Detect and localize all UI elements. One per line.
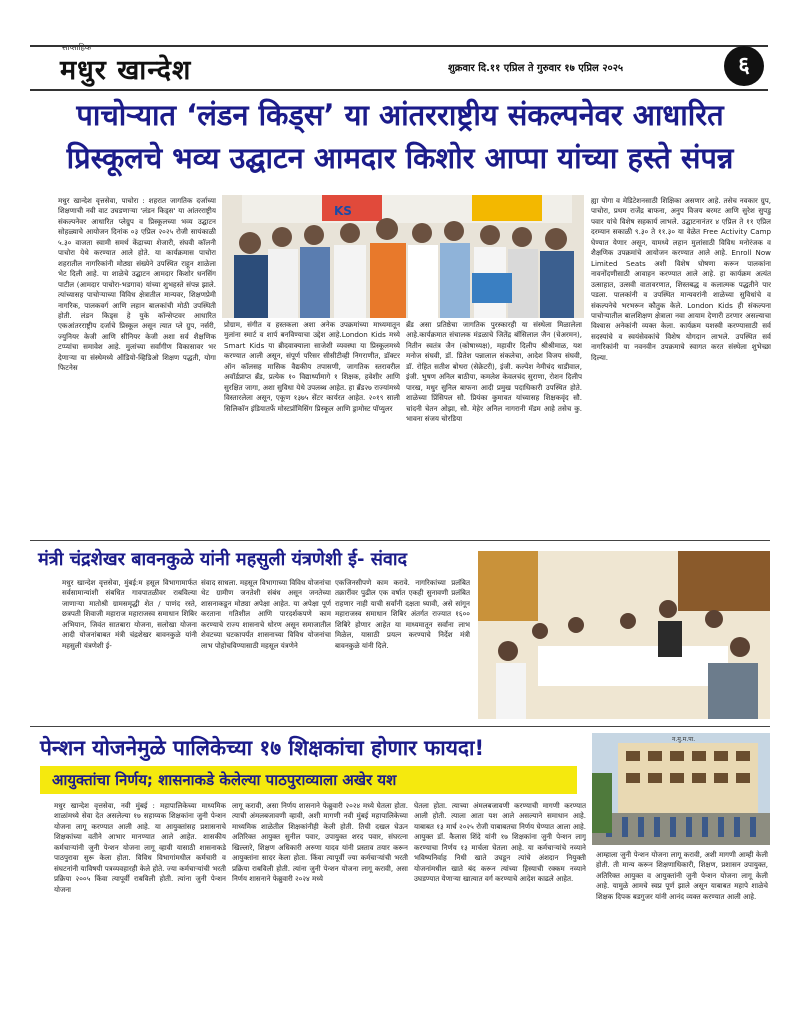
inauguration-photo-illustration: [222, 195, 584, 318]
meeting-photo-illustration: [478, 551, 770, 719]
article3-column-3: घेतला होता. त्याच्या अंमलबजावणी करण्याची मागणी करण्यात आली होती. त्याला आता यश आले असल्याने समाधान आहे. याबाबत १३ मार्च २०२५ रोजी याबाबतचा निर्णय घेण्यात आला आहे. आयुक्त डॉ. कैलास शिंदे यांनी १७ शिक्षकांना जुनी पेन्शन लागू करण्याचा निर्णय १३ मार्चला घेतला आहे. या कर्मचाऱ्यांचे नव्याने भविष्यनिर्वाह निधी खाते उघडून त्यांचे अंशदान नियुक्ती योजनांमधील खाते बंद करून त्यांच्या हिस्याची रक्कम नव्याने उघडण्यात येणाऱ्या खात्यात वर्ग करण्याचे आदेश काढले आहेत.: [414, 801, 586, 884]
article1-column-3: ब्रँड असा प्रतिष्ठेचा जागतिक पुरस्कारही या संस्थेला मिळालेला आहे.कार्यक्रमात संचालक मंडळाचे जितेंद्र बॉसिलाल जैन (चेअरमन), नितीन स्वतंत्र जैन (कोषाध्यक्ष), महावीर दिलीप श्रीश्रीमाळ, यश मनोज संघवी, डॉ. प्रितेश पन्नालाल संकलेचा, आदेश विजय संघवी, डॉ. रोहित सतीश बोथरा (सेक्रेटरी), इंजी. कल्पेश नेमीचंद धाडीवाल, इंजी. भुषण अनिल बाठीया, कमलेश केवलचंद सुराणा, रोशन दिलीप पारख, मधुर सुनिल बाफना आदी प्रमुख पदाधिकारी उपस्थित होते. शाळेच्या प्रिंसिपल सौ. प्रियंका कुमावत यांच्यासह शिक्षकवृंद सौ. चांदनी चेतन ओझा, सौ. मेहेर अनिल नागरानी मॅडम आहे तसेच कु. भावना संजय चोरडिया: [406, 320, 582, 424]
section-divider-2: [30, 726, 770, 727]
article3-column-2: लागू करावी, असा निर्णय शासनाने फेब्रुवारी २०२४ मध्ये घेतला होता. त्याची अंमलबजावणी व्हावी, अशी मागणी नवी मुंबई महापालिकेच्या माध्यमिक शाळेतील शिक्षकांनीही केली होती. तिची दखल घेऊन अतिरिक्त आयुक्त सुनील पवार, उपायुक्त शरद पवार, संघरत्ना खिल्लारे, शिक्षण अधिकारी अरुणा यादव यांनी प्रस्ताव तयार करून आयुक्तांना सादर केला होता. किंवा त्यापूर्वी ज्या कर्मचाऱ्यांची भरती प्रक्रिया राबविली होती. त्यांना जुनी पेन्शन योजना लागू करावी, असा निर्णय शासनाने फेब्रुवारी २०२४ मध्ये: [232, 801, 408, 884]
dateline: शुक्रवार दि.११ एप्रिल ते गुरुवार १७ एप्रिल २०२५: [448, 63, 624, 74]
article3-column-1: मधुर खान्देश वृत्तसेवा, नवी मुंबई : महापालिकेच्या माध्यमिक शाळांमध्ये सेवा देत असलेल्या १७ सहाय्यक शिक्षकांना जुनी पेन्शन योजना लागू करण्यात आली आहे. या आयुक्तांसह प्रशासनाचे शिक्षकांच्या वतीने आभार मानण्यात आले आहेत. शासकीय कर्मचाऱ्यांनी जुनी पेन्शन योजना लागू व्हावी यासाठी शासनाकडे पाठपुरावा सुरू केला होता. विविध विभागांमधील कर्मचारी व संघटनांनी याविषयी पत्रव्यवहारही केले होते. ज्या कर्मचाऱ्यांची भरती प्रक्रिया २००५ किंवा त्यापूर्वी राबविली होती. त्यांना जुनी पेन्शन योजना: [54, 801, 226, 894]
masthead-small-label: साप्ताहिक: [62, 43, 92, 52]
article1-column-2: प्रोग्राम, संगीत व हस्तकला अशा अनेक उपक्रमांच्या माध्यमातून मुलांना स्मार्ट व शार्प बनविण्याचा उद्देश आहे.London Kids मध्ये Smart Kids या ब्रीदवाक्याला साजेशी व्यवस्था या प्रिस्कूलमध्ये करण्यात आली असून, संपूर्ण परिसर सीसीटीव्ही निगराणीत, डॉक्टर ऑन कॉलसह मासिक वैद्यकीय तपासणी, जागतिक स्तरावरील अवॉर्डप्राप्त ब्रँड, प्रत्येक १० विद्यार्थ्यांमागे १ शिक्षक, हवेशीर आणि सुरक्षित जागा, अशा सुविधा येथे उपलब्ध आहेत. हा ब्रँड२७ राज्यांमध्ये विस्तारलेला असून, एकूण १३७५ सेंटर कार्यरत आहेत. २०१९ साली सिलिकॉन इंडियातर्फे मोस्टप्रॉमिसिंग प्रिस्कूल आणि ड्रामोस्ट पॉप्युलर: [224, 320, 400, 413]
article3-headline: पेन्शन योजनेमुळे पालिकेच्या १७ शिक्षकांचा होणार फायदा!: [40, 736, 485, 760]
article1-column-4: ह्या योगा व मेडिटेशनसाठी शिक्षिका असणार आहे. तसेच नवकार ग्रुप, पाचोरा, प्रथम राजेंद्र बाफना, अनुप विजय बरमट आणि सुरेश सुपडु पवार यांचे विशेष सहकार्य लाभले. उद्घाटनानंतर ४ एप्रिल ते ११ एप्रिल दरम्यान सकाळी ९.३० ते ११.३० या वेळेत Free Activity Camp घेण्यात येणार असून, यामध्ये लहान मुलांसाठी विविध मनोरंजक व शैक्षणिक उपक्रमांचे आयोजन करण्यात आले आहे. Enroll Now Limited Seats अशी विशेष घोषणा करून पालकांना नावनोंदणीसाठी आवाहन करण्यात आले आहे. हा कार्यक्रम अत्यंत उत्साहात, उत्सवी वातावरणात, शिस्तबद्ध व कलात्मक पद्धतीने पार पडला. पालकांनी व उपस्थित मान्यवरांनी शाळेच्या सुविधांचे व संकल्पनेचे भरभरून कौतुक केले. London Kids ही संकल्पना पाचोऱ्यातील बालशिक्षण क्षेत्राला नवा आयाम देणारी ठरणार असल्याचा विश्वास अनेकांनी व्यक्त केला. कार्यक्रम यशस्वी करण्यासाठी सर्व सदस्यांचे व स्वयंसेवकांचे विशेष योगदान लाभले. उपस्थित सर्व नागरिकांनी या नवनवीन उपक्रमाचे स्वागत करत संस्थेला शुभेच्छा दिल्या.: [591, 196, 771, 362]
school-building-photo-illustration: [592, 733, 770, 845]
article2-column-1: मधुर खान्देश वृत्तसेवा, मुंबई:म हसूल विभागामार्फत सर्वसामान्यांशी संबधित गावपातळीवर राबविल्या जाणाऱ्या मातोश्री ग्रामसमृद्धी शेत / पाणंद रस्ते, छत्रपती शिवाजी महाराज महाराजस्व समाधान शिबिर अभियान, जिवंत सातबारा योजना, सलोखा योजना आदी योजनांबाबत मंत्री चंद्रशेखर बावनकुळे यांनी महसुली यंत्रणेशी ई-: [62, 578, 197, 650]
article1-column-1: मधुर खान्देश वृत्तसेवा, पाचोरा : शहरात जागतिक दर्जाच्या शिक्षणाची नवी वाट उघडणाऱ्या 'लंडन किड्स' या आंतरराष्ट्रीय संकल्पनेवर आधारित प्लेग्रुप व प्रिस्कूलच्या भव्य उद्घाटन सोहळ्याचे आयोजन दिनांक ०३ एप्रिल २०२५ रोजी सायंकाळी ५.३० वाजता स्वामी समर्थ केंद्राच्या शेजारी, संघवी कॉलनी पाचोरा येथे करण्यात आले होते. या कार्यक्रमास पाचोरा शहरातील नागरिकांनी मोठ्या संख्येने उपस्थित राहून शाळेला भेट दिली आहे. या शाळेचे उद्घाटन आमदार किशोर धनसिंग पाटील (आमदार पाचोरा-भडगाव) यांच्या शुभहस्ते संपन्न झाले. त्यांच्यासह पाचोऱ्याच्या विविध क्षेत्रातील मान्यवर, शिक्षणप्रेमी नागरिक, पालकवर्ग आणि लहान बालकांची मोठी उपस्थिती होती. लंडन किड्स हे युके कॉन्सेप्टवर आधारित एकआंतरराष्ट्रीय दर्जाचे प्रिस्कूल असून त्यात प्ले ग्रुप, नर्सरी, ज्युनियर केजी आणि सीनियर केजी अशा सर्व शैक्षणिक टप्प्यांचा समावेश आहे. मुलांच्या सर्वांगीण विकासावर भर देणाऱ्या या संस्थेमध्ये ऑडियो-व्हिडिओ शिक्षण पद्धती, योगा फिटनेस: [58, 196, 216, 373]
article2-column-2: संवाद साधला. महसूल विभागाच्या विविध योजनांचा थेट ग्रामीण जनतेशी संबंध असून जनतेच्या शासनाकडून मोठ्या अपेक्षा आहेत. या अपेक्षा पूर्ण करताना गतिशील आणि पारदर्शकपणे काम करण्याचे राज्य शासनाचे धोरण असून समाजातील शेवटच्या घटकापर्यंत शासनाच्या विविध योजनांचा लाभ पोहोचविण्यासाठी महसूल यंत्रणेने: [201, 578, 331, 650]
article1-headline-line2: प्रिस्कूलचे भव्य उद्घाटन आमदार किशोर आप्पा यांच्या हस्ते संपन्न: [66, 141, 734, 175]
article1-photo: [222, 195, 584, 318]
article2-column-3: एकजिनसीपणे काम करावे. नागरिकांच्या प्रलंबित तक्रारींवर पुढील एक वर्षात एकही सुनावणी प्रलंबित राहणार नाही याची सर्वांनी दक्षता घ्यावी, असे सांगून महाराजस्व समाधान शिबिर अंतर्गत राज्यात १६०० शिबिरे होणार आहेत या माध्यमातून सर्वांना लाभ मिळेल, यासाठी प्रयत्न करण्याचे निर्देश मंत्री बावनकुळे यांनी दिले.: [335, 578, 470, 650]
article3-photo: [592, 733, 770, 845]
masthead-title: मधुर खान्देश: [60, 55, 192, 86]
page-number: ६: [724, 46, 764, 86]
photo-banner-text: KS: [334, 204, 352, 218]
school-sign-text: न.मु.म.पा.: [672, 736, 696, 743]
section-divider-1: [30, 540, 770, 541]
article1-headline-line1: पाचोऱ्यात ‘लंडन किड्स’ या आंतरराष्ट्रीय संकल्पनेवर आधारित: [76, 98, 724, 132]
article2-photo: [478, 551, 770, 719]
article3-column-4: आम्हाला जुनी पेन्शन योजना लागू करावी, अशी मागणी आम्ही केली होती. ती मान्य करून शिक्षणाधिकारी, शिक्षण, प्रशासन उपायुक्त, अतिरिक्त आयुक्त व आयुक्तांनी जुनी पेन्शन योजना लागू केली आहे. यामुळे आमचे स्वप्न पूर्ण झाले असून याबाबत महापे शाळेचे शिक्षक दिपक बडगुजर यांनी आनंद व्यक्त करण्यात आली आहे.: [596, 850, 768, 901]
article2-headline: मंत्री चंद्रशेखर बावनकुळे यांनी महसुली यंत्रणेशी ई- संवाद: [38, 549, 408, 570]
article3-subheadline: आयुक्तांचा निर्णय; शासनाकडे केलेल्या पाठपुराव्याला अखेर यश: [52, 771, 397, 789]
